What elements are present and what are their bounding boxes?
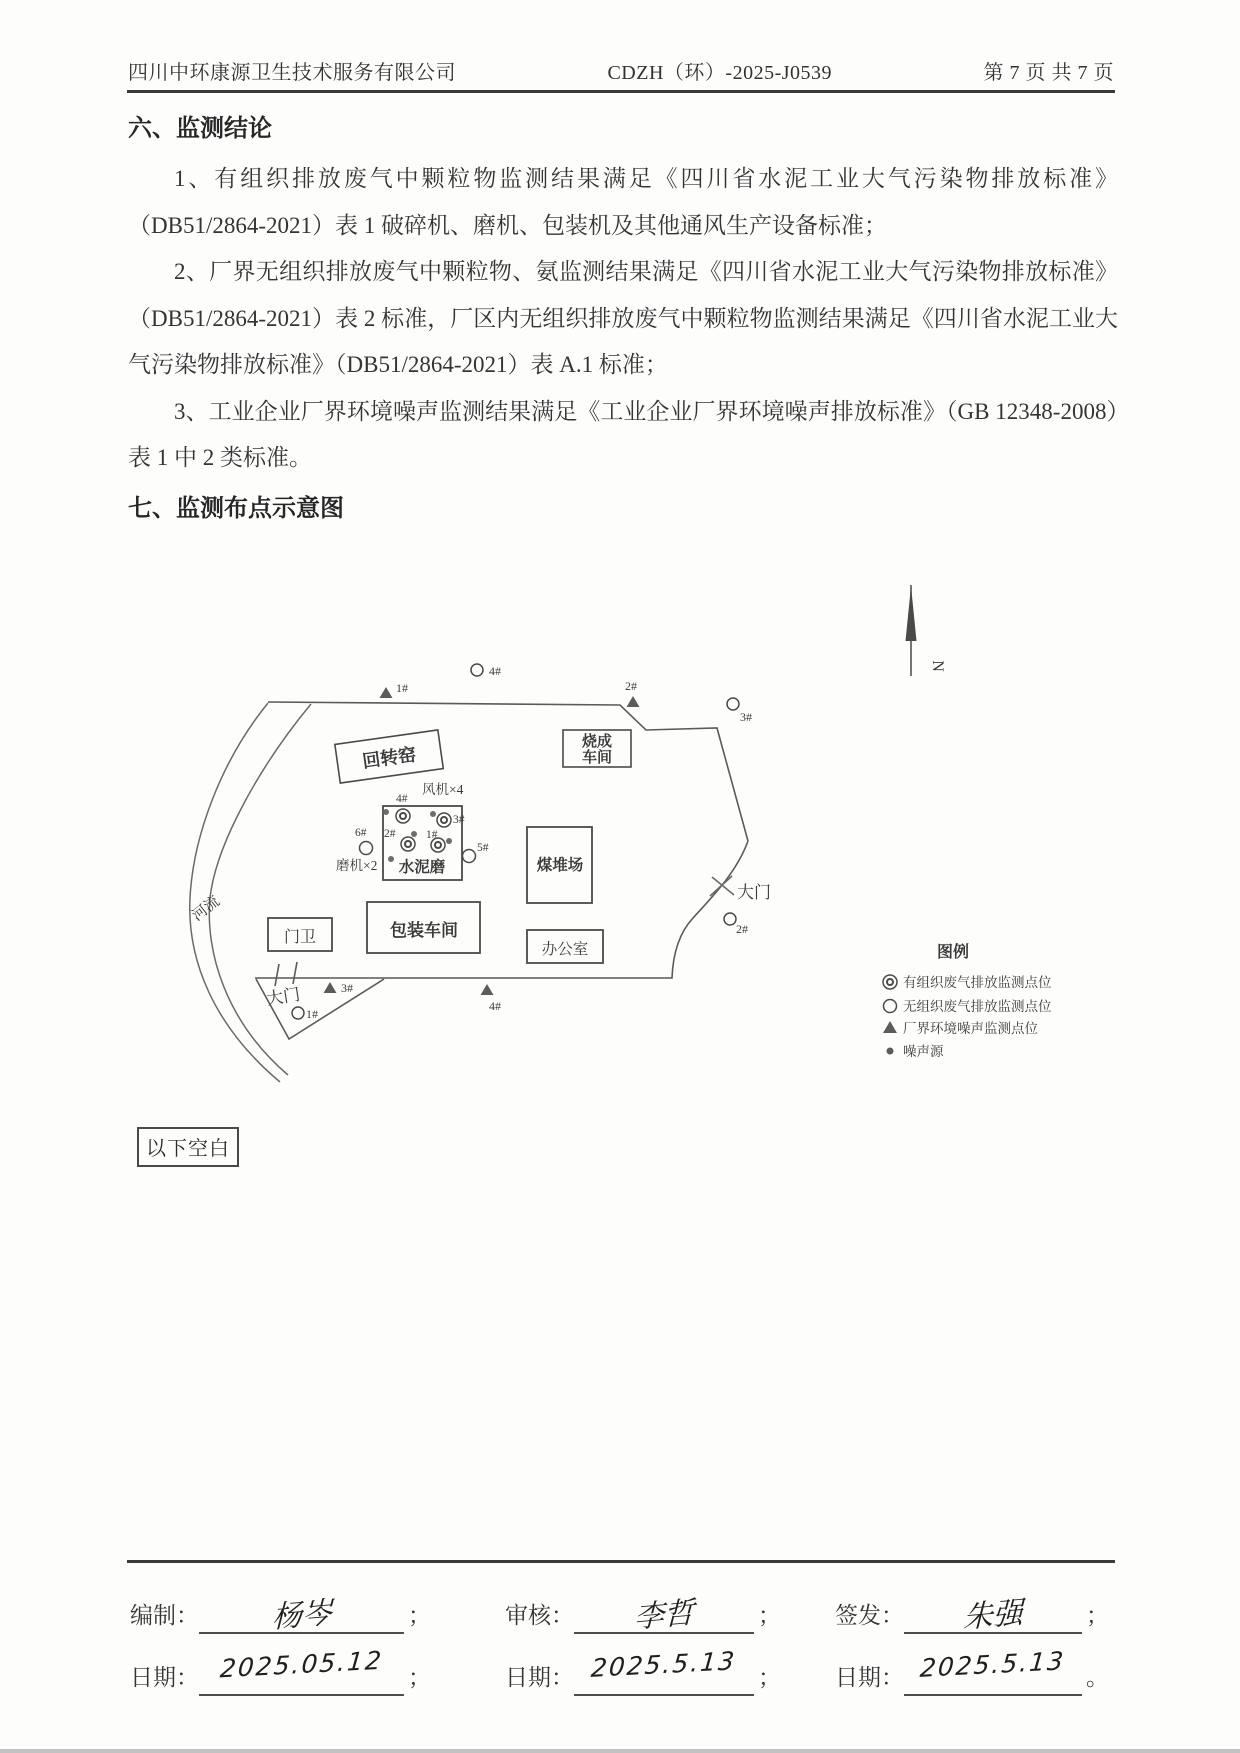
firing-workshop-label-1: 烧成 — [581, 734, 613, 750]
scan-edge — [0, 1749, 1240, 1753]
firing-workshop-label-2: 车间 — [581, 750, 613, 766]
date-label: 日期： — [505, 1665, 574, 1690]
noise-point-4-label: 4# — [489, 999, 501, 1013]
fugitive-boundary-1-label: 1# — [306, 1007, 318, 1021]
mill-count-label: 磨机×2 — [336, 858, 378, 873]
conclusion-paragraph-1: 1、有组织排放废气中颗粒物监测结果满足《四川省水泥工业大气污染物排放标准》（DB51/2864-2021）表 1 破碎机、磨机、包装机及其他通风生产设备标准； — [128, 166, 1118, 238]
building-rotary-kiln — [335, 730, 443, 783]
prepared-date-line — [199, 1645, 404, 1696]
coal-yard-label: 煤堆场 — [536, 857, 584, 874]
prepared-by-signature: 杨岑 — [271, 1595, 332, 1636]
prepared-by-signature-line — [199, 1588, 404, 1634]
reviewed-date-group — [505, 1646, 781, 1696]
fugitive-point-5-label: 5# — [477, 842, 489, 854]
organized-point-4-label: 4# — [396, 793, 408, 805]
section7-title: 七、监测布点示意图 — [128, 494, 344, 522]
reviewed-by-signature-line — [574, 1588, 754, 1634]
separator: ； — [758, 1603, 781, 1628]
legend-noise-source-icon — [887, 1048, 894, 1055]
prepared-by-group — [130, 1588, 431, 1634]
separator: ； — [1086, 1603, 1109, 1628]
fugitive-boundary-4-label: 4# — [489, 664, 501, 678]
noise-point-1-label: 1# — [396, 681, 408, 695]
diagram-legend — [883, 942, 1052, 1059]
building-coal-yard — [527, 827, 592, 903]
fugitive-point-6-icon — [360, 842, 373, 855]
section6-title: 六、监测结论 — [128, 115, 272, 142]
legend-title: 图例 — [936, 944, 970, 961]
issued-by-group — [835, 1588, 1109, 1634]
legend-noise-point-label: 厂界环境噪声监测点位 — [903, 1021, 1038, 1036]
header-rule — [127, 90, 1115, 93]
north-arrow-icon — [906, 585, 947, 676]
date-label: 日期： — [835, 1665, 904, 1690]
building-gate-house — [268, 918, 332, 951]
separator: ； — [408, 1665, 431, 1690]
document-number: CDZH（环）-2025-J0539 — [607, 62, 833, 84]
packaging-workshop-label: 包装车间 — [390, 921, 458, 940]
issued-date-line — [904, 1646, 1082, 1696]
legend-noise-source-label: 噪声源 — [903, 1044, 944, 1059]
reviewed-date: 2025.5.13 — [590, 1646, 738, 1683]
issued-date: 2025.5.13 — [919, 1646, 1067, 1683]
fugitive-boundary-2-label: 2# — [736, 922, 748, 936]
prepared-date-group — [130, 1645, 431, 1696]
legend-fugitive-label: 无组织废气排放监测点位 — [903, 999, 1052, 1014]
fugitive-point-5-icon — [463, 850, 476, 863]
building-cement-mill — [383, 793, 465, 880]
conclusion-paragraph-3: 3、工业企业厂界环境噪声监测结果满足《工业企业厂界环境噪声排放标准》（GB 12348-2008）表 1 中 2 类标准。 — [128, 398, 1118, 470]
main-gate-right-label: 大门 — [737, 883, 771, 902]
fugitive-point-6-label: 6# — [355, 827, 367, 839]
office-label: 办公室 — [541, 941, 589, 958]
prepared-by-label: 编制： — [130, 1603, 199, 1628]
reviewed-by-group — [505, 1588, 781, 1634]
legend-fugitive-icon — [884, 1000, 897, 1013]
cement-mill-label: 水泥磨 — [398, 859, 446, 876]
reviewed-date-line — [574, 1646, 754, 1696]
document-body — [128, 104, 1118, 536]
building-packaging-workshop — [367, 902, 480, 953]
prepared-date: 2025.05.12 — [218, 1645, 385, 1684]
legend-noise-point-icon — [883, 1021, 897, 1033]
company-name: 四川中环康源卫生技术服务有限公司 — [128, 62, 456, 84]
separator: ； — [408, 1603, 431, 1628]
issued-by-signature: 朱强 — [962, 1595, 1024, 1636]
organized-point-icon — [396, 809, 451, 852]
river — [190, 703, 311, 1082]
issued-date-group — [835, 1646, 1109, 1696]
conclusion-paragraph-2: 2、厂界无组织排放废气中颗粒物、氨监测结果满足《四川省水泥工业大气污染物排放标准》（DB51/2864-2021）表 2 标准，厂区内无组织排放废气中颗粒物监测结果满足《四川省水泥工业大气污染物排放标准》（DB51/2864-2021）表 A.1 标准； — [128, 259, 1118, 377]
main-gate-left-icon — [275, 962, 297, 986]
footer-rule — [127, 1560, 1115, 1563]
river-label: 河流 — [189, 893, 223, 925]
legend-organized-label: 有组织废气排放监测点位 — [903, 975, 1052, 990]
fugitive-boundary-3-label: 3# — [740, 710, 752, 724]
organized-point-2-label: 2# — [384, 828, 396, 840]
blank-below-note: 以下空白 — [137, 1127, 239, 1167]
building-firing-workshop — [563, 730, 631, 767]
building-office — [527, 930, 603, 963]
reviewed-by-signature: 李哲 — [633, 1595, 695, 1636]
north-label: N — [929, 660, 946, 672]
page-number: 第 7 页 共 7 页 — [983, 62, 1114, 84]
page-header — [128, 56, 1114, 85]
main-gate-left-label: 大门 — [264, 984, 302, 1009]
monitoring-layout-diagram — [150, 520, 1062, 1097]
reviewed-by-label: 审核： — [505, 1603, 574, 1628]
date-label: 日期： — [130, 1665, 199, 1690]
main-gate-right-icon — [710, 876, 734, 896]
noise-point-3-label: 3# — [341, 981, 353, 995]
issued-by-signature-line — [904, 1588, 1082, 1634]
organized-point-3-label: 3# — [453, 814, 465, 826]
fan-count-label: 风机×4 — [422, 782, 464, 797]
gate-house-label: 门卫 — [283, 929, 317, 946]
fugitive-point-icon — [292, 664, 739, 1019]
terminator: 。 — [1086, 1665, 1109, 1690]
noise-point-2-label: 2# — [625, 679, 637, 693]
legend-organized-icon — [883, 975, 897, 989]
rotary-kiln-label: 回转窑 — [361, 744, 418, 772]
organized-point-1-label: 1# — [426, 829, 438, 841]
separator: ； — [758, 1665, 781, 1690]
issued-by-label: 签发： — [835, 1603, 904, 1628]
